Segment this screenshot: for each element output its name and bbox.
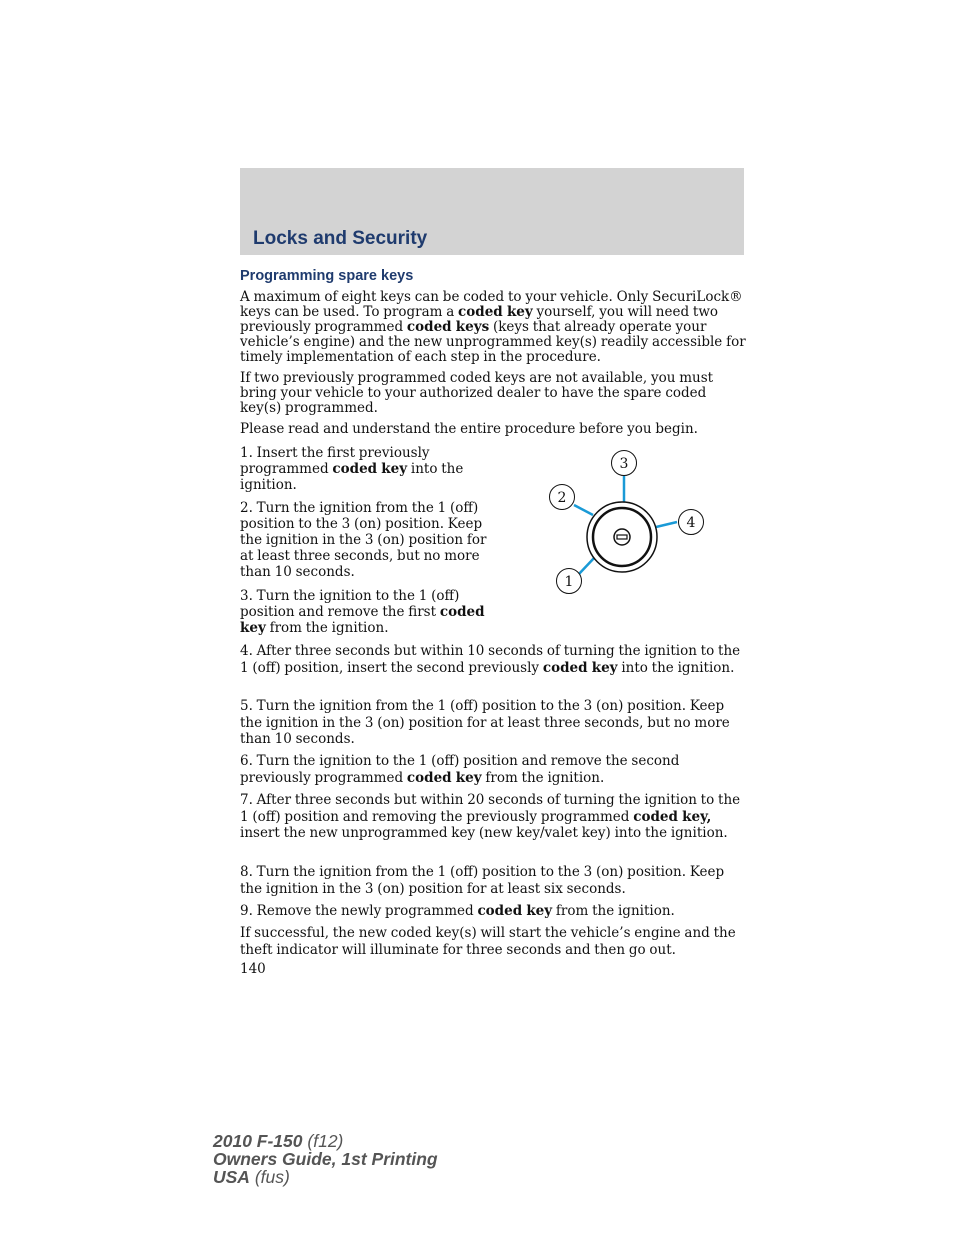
step-7	[240, 792, 746, 842]
text-run: 1. Insert the first previously programmed	[240, 445, 430, 477]
text-run: from the ignition.	[265, 620, 389, 636]
position-line-2	[574, 505, 593, 515]
bold-term: coded key	[542, 659, 618, 676]
step-5: 5. Turn the ignition from the 1 (off) position to the 3 (on) position. Keep the ignition in the 3 (on) position for at least three seconds, but no more than 10 seconds.	[240, 698, 730, 747]
text-run: yourself, you will need two previously programmed	[240, 304, 719, 335]
dealer-paragraph: If two previously programmed coded keys are not available, you must bring your vehicle to your authorized dealer to have the spare coded key(s) programmed.	[240, 370, 714, 416]
text-run: from the ignition.	[552, 903, 675, 919]
step-3	[240, 588, 502, 636]
position-label-1: 1	[564, 574, 574, 590]
position-line-4	[656, 522, 677, 527]
footer-line-guide	[213, 1150, 438, 1168]
text-run: 7. After three seconds but within 20 seconds of turning the ignition to the 1 (off) position and removing the previously programmed	[240, 792, 741, 825]
footer-model-code: (f12)	[307, 1131, 344, 1151]
text-run: from the ignition.	[481, 769, 605, 786]
footer-line-region	[213, 1168, 438, 1186]
footer-region: USA	[213, 1167, 250, 1187]
position-label-4: 4	[686, 515, 696, 531]
bold-term: coded key	[332, 461, 408, 477]
bold-term: coded key,	[633, 808, 712, 825]
bold-term: coded keys	[406, 319, 490, 335]
text-run: insert the new unprogrammed key (new key/valet key) into the ignition.	[240, 825, 728, 841]
bold-term: coded key	[406, 769, 482, 786]
closing-paragraph: If successful, the new coded key(s) will start the vehicle’s engine and the theft indicator will illuminate for three seconds and then go out.	[240, 925, 736, 958]
step-1	[240, 445, 502, 493]
text-run: 3. Turn the ignition to the 1 (off) position and remove the first	[240, 588, 460, 620]
step-9	[240, 903, 746, 920]
position-label-2: 2	[557, 490, 567, 506]
read-procedure-paragraph: Please read and understand the entire procedure before you begin.	[240, 421, 698, 437]
position-line-1	[578, 557, 595, 575]
intro-paragraph	[240, 290, 746, 365]
text-run: into the ignition.	[240, 461, 464, 493]
text-run: 4. After three seconds but within 10 seconds of turning the ignition to the 1 (off) position, insert the second previously	[240, 643, 741, 676]
text-run: 9. Remove the newly programmed	[240, 903, 478, 919]
footer-guide: Owners Guide, 1st Printing	[213, 1149, 438, 1169]
step-4	[240, 643, 746, 676]
footer-region-code: (fus)	[254, 1167, 290, 1187]
bold-term: coded key	[458, 304, 533, 320]
bold-term: coded key	[477, 903, 553, 919]
text-run: into the ignition.	[617, 659, 735, 676]
section-title: Locks and Security	[253, 228, 428, 249]
footer-imprint	[213, 1132, 438, 1186]
step-8: 8. Turn the ignition from the 1 (off) position to the 3 (on) position. Keep the ignition in the 3 (on) position for at least six seconds.	[240, 864, 725, 897]
step-6	[240, 753, 746, 786]
key-slot-bar	[617, 535, 627, 539]
footer-model: 2010 F-150	[213, 1131, 303, 1151]
footer-line-model	[213, 1132, 438, 1150]
subsection-title: Programming spare keys	[240, 268, 414, 284]
text-run: 6. Turn the ignition to the 1 (off) position and remove the second previously programmed	[240, 753, 680, 786]
ignition-diagram	[540, 445, 710, 605]
position-label-3: 3	[619, 456, 629, 472]
text-run: (keys that already operate your vehicle’s engine) and the new unprogrammed key(s) readily accessible for timely implementation of each step in the procedure.	[240, 319, 746, 365]
bold-term: coded key	[240, 604, 485, 636]
step-2: 2. Turn the ignition from the 1 (off) position to the 3 (on) position. Keep the ignition in the 3 (on) position for at least three seconds, but no more than 10 seconds.	[240, 500, 487, 580]
text-run: A maximum of eight keys can be coded to your vehicle. Only SecuriLock® keys can be used. To program a	[240, 289, 743, 320]
page-number: 140	[240, 961, 266, 977]
